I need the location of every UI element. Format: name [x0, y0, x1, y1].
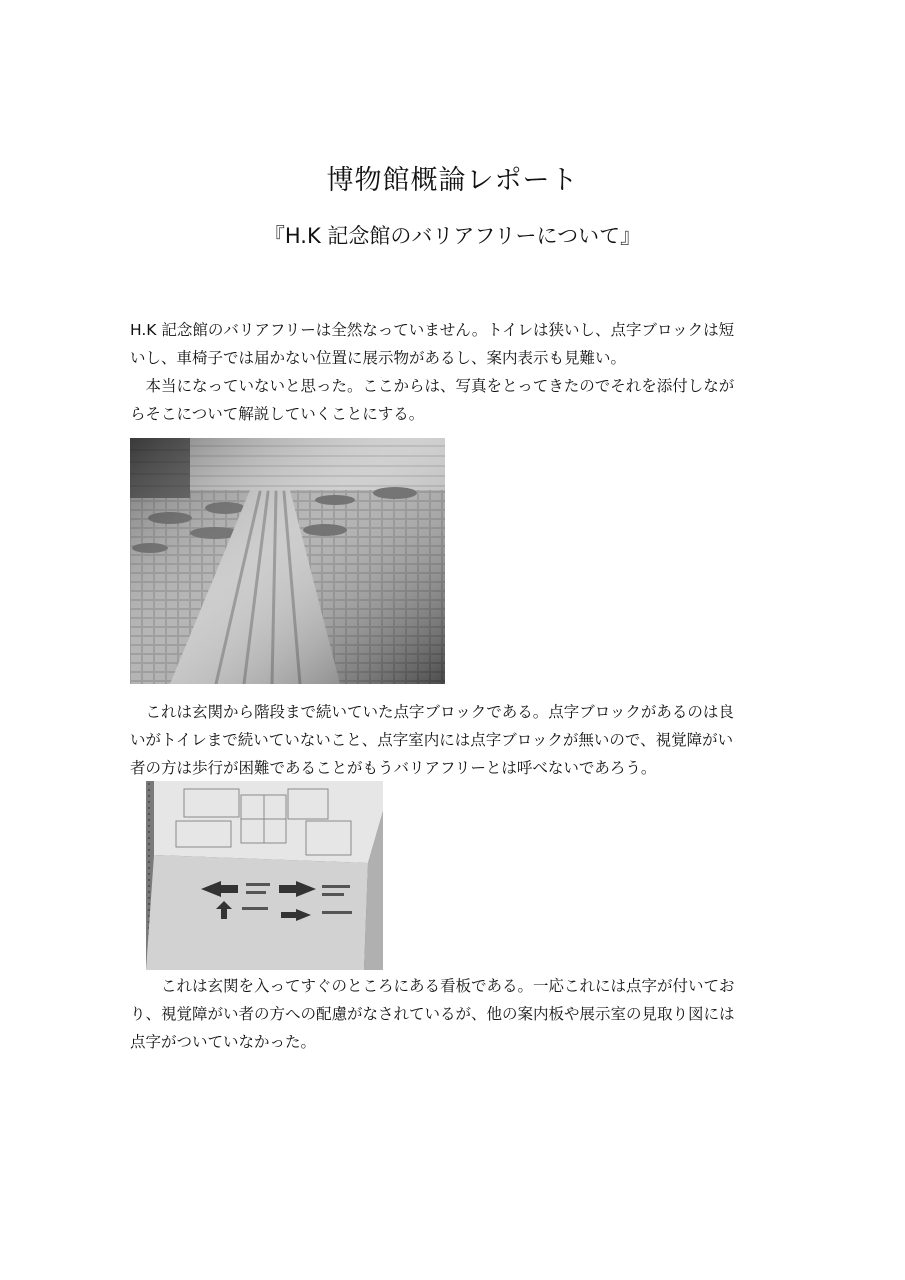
paragraph-line: らそこについて解説していくことにする。	[130, 405, 425, 423]
paragraph-line: 者の方は歩行が困難であることがもうバリアフリーとは呼べないであろう。	[130, 759, 657, 777]
braille-sign-paragraph	[130, 972, 778, 1056]
paragraph-line: これは玄関を入ってすぐのところにある看板である。一応これには点字が付いてお	[130, 977, 735, 995]
paragraph-line: H.K 記念館のバリアフリーは全然なっていません。トイレは狭いし、点字ブロックは短	[130, 321, 735, 339]
document-title: 博物館概論レポート	[326, 165, 579, 196]
braille-sign-photo	[146, 781, 383, 970]
paragraph-line: り、視覚障がい者の方への配慮がなされているが、他の案内板や展示室の見取り図には	[130, 1005, 735, 1023]
intro-paragraph	[130, 316, 778, 428]
paragraph-line: いがトイレまで続いていないこと、点字室内には点字ブロックが無いので、視覚障がい	[130, 731, 734, 749]
paragraph-line: 本当になっていないと思った。ここからは、写真をとってきたのでそれを添付しなが	[130, 377, 735, 395]
document-subtitle: 『H.K 記念館のバリアフリーについて』	[263, 224, 642, 248]
paragraph-line: 点字がついていなかった。	[130, 1033, 317, 1051]
paragraph-line: いし、車椅子では届かない位置に展示物があるし、案内表示も見難い。	[130, 349, 627, 367]
tactile-paving-paragraph	[130, 698, 778, 782]
tactile-paving-photo	[130, 438, 445, 684]
paragraph-line: これは玄関から階段まで続いていた点字ブロックである。点字ブロックがあるのは良	[130, 703, 734, 721]
